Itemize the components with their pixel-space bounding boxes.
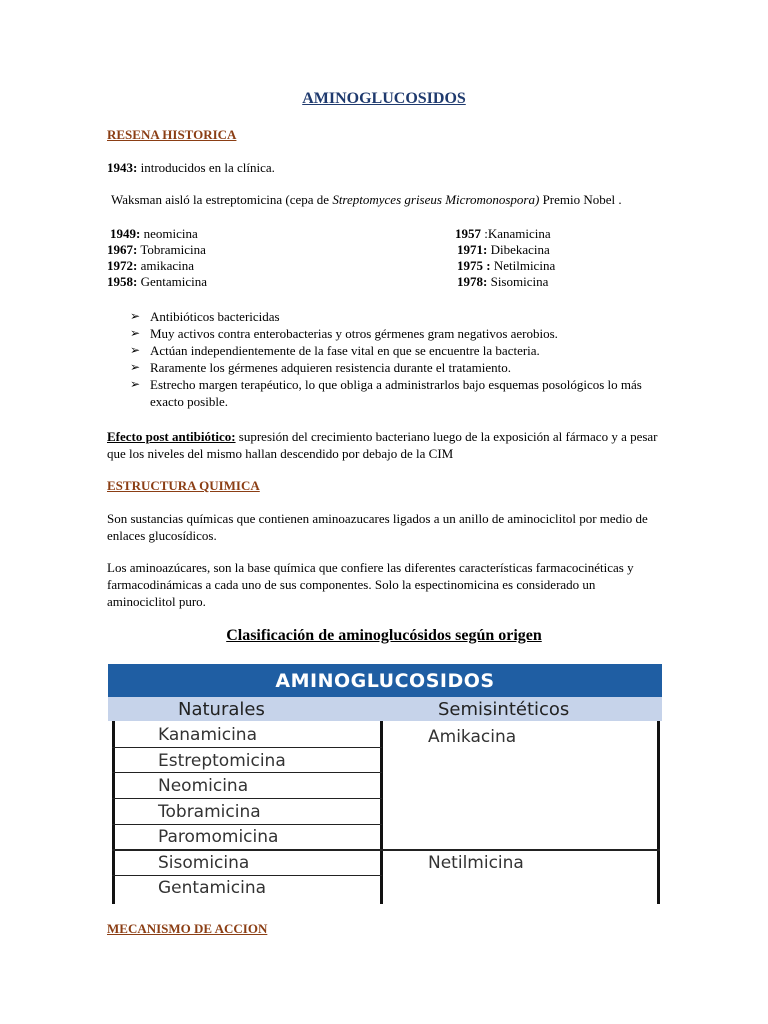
history-waksman — [111, 192, 622, 208]
timeline-right-item — [457, 258, 555, 274]
timeline-left-item — [110, 226, 198, 242]
classification-title: Clasificación de aminoglucósidos según origen — [226, 627, 542, 644]
properties-list — [130, 308, 660, 410]
table-cell-natural: Tobramicina — [158, 802, 261, 822]
timeline-year: 1971: — [457, 242, 488, 257]
timeline-right-item — [457, 274, 548, 290]
list-item: ➢ Raramente los gérmenes adquieren resistencia durante el tratamiento. — [130, 360, 511, 375]
column-header-semisinteticos: Semisintéticos — [438, 699, 570, 720]
section-heading-mechanism: MECANISMO DE ACCION — [107, 921, 268, 936]
post-antibiotic-effect — [107, 428, 659, 462]
year-label: 1943: — [107, 160, 138, 175]
waksman-species: Streptomyces griseus Micromonospora) — [332, 192, 540, 207]
timeline-year: 1975 : — [457, 258, 491, 273]
table-subheader — [108, 697, 662, 721]
list-item: ➢ Estrecho margen terapéutico, lo que obliga a administrarlos bajo esquemas posológicos lo más exacto posible. — [130, 377, 642, 409]
table-cell-natural: Kanamicina — [158, 725, 258, 745]
table-cell-semisintetico: Netilmicina — [428, 853, 524, 873]
timeline-left-item — [107, 242, 206, 258]
timeline-year: 1958: — [107, 274, 138, 289]
timeline-year: 1967: — [107, 242, 138, 257]
arrow-bullet-icon: ➢ — [130, 360, 141, 374]
list-item: ➢ Antibióticos bactericidas — [130, 309, 280, 324]
timeline-drug: Netilmicina — [490, 258, 556, 273]
table-border-right — [657, 721, 660, 904]
history-1943 — [107, 160, 275, 176]
arrow-bullet-icon: ➢ — [130, 326, 141, 340]
page-title: AMINOGLUCOSIDOS — [302, 90, 466, 107]
table-cell-natural: Estreptomicina — [158, 751, 286, 771]
table-cell-natural: Paromomicina — [158, 827, 279, 847]
table-divider-center — [380, 721, 383, 904]
classification-table — [108, 664, 662, 904]
effect-label: Efecto post antibiótico: — [107, 429, 236, 444]
arrow-bullet-icon: ➢ — [130, 343, 141, 357]
timeline-drug: amikacina — [137, 258, 195, 273]
timeline-year: 1957 — [455, 226, 481, 241]
list-item: ➢ Actúan independientemente de la fase vital en que se encuentre la bacteria. — [130, 343, 540, 358]
effect-text: supresión del crecimiento bacteriano luego de la exposición al fármaco y a pesar que los niveles del mismo hallan descendido por debajo de la CIM — [107, 429, 658, 461]
timeline-right-item — [455, 226, 551, 242]
table-cell-natural: Sisomicina — [158, 853, 250, 873]
timeline-year: 1949: — [110, 226, 141, 241]
timeline-drug: Tobramicina — [137, 242, 206, 257]
table-cell-natural: Neomicina — [158, 776, 249, 796]
list-item: ➢ Muy activos contra enterobacterias y otros gérmenes gram negativos aerobios. — [130, 326, 558, 341]
waksman-nobel: Premio Nobel . — [539, 192, 622, 207]
table-border-left — [112, 721, 115, 904]
structure-paragraph-1: Son sustancias químicas que contienen aminoazucares ligados a un anillo de aminociclitol por medio de enlaces glucosídicos. — [107, 511, 648, 543]
table-header: AMINOGLUCOSIDOS — [108, 664, 662, 697]
timeline-right-item — [457, 242, 550, 258]
table-cell-natural: Gentamicina — [158, 878, 267, 898]
structure-paragraph-2: Los aminoazúcares, son la base química que confiere las diferentes características farmacocinéticas y farmacodinámicas a cada uno de sus componentes. Solo la espectinomicina es considerado un aminociclitol puro. — [107, 560, 634, 609]
timeline-drug: :Kanamicina — [481, 226, 551, 241]
timeline-left-item — [107, 258, 194, 274]
timeline-drug: Gentamicina — [137, 274, 208, 289]
timeline-year: 1972: — [107, 258, 138, 273]
timeline-drug: Dibekacina — [487, 242, 550, 257]
timeline-left-item — [107, 274, 207, 290]
timeline-drug: Sisomicina — [487, 274, 549, 289]
section-heading-history: RESENA HISTORICA — [107, 127, 237, 142]
timeline-drug: neomicina — [140, 226, 198, 241]
timeline-year: 1978: — [457, 274, 488, 289]
history-text: introducidos en la clínica. — [137, 160, 275, 175]
column-header-naturales: Naturales — [178, 699, 265, 720]
arrow-bullet-icon: ➢ — [130, 377, 141, 391]
arrow-bullet-icon: ➢ — [130, 309, 141, 323]
waksman-text: Waksman aisló la estreptomicina (cepa de — [111, 192, 333, 207]
table-cell-semisintetico: Amikacina — [428, 727, 517, 747]
section-heading-structure: ESTRUCTURA QUIMICA — [107, 478, 260, 493]
